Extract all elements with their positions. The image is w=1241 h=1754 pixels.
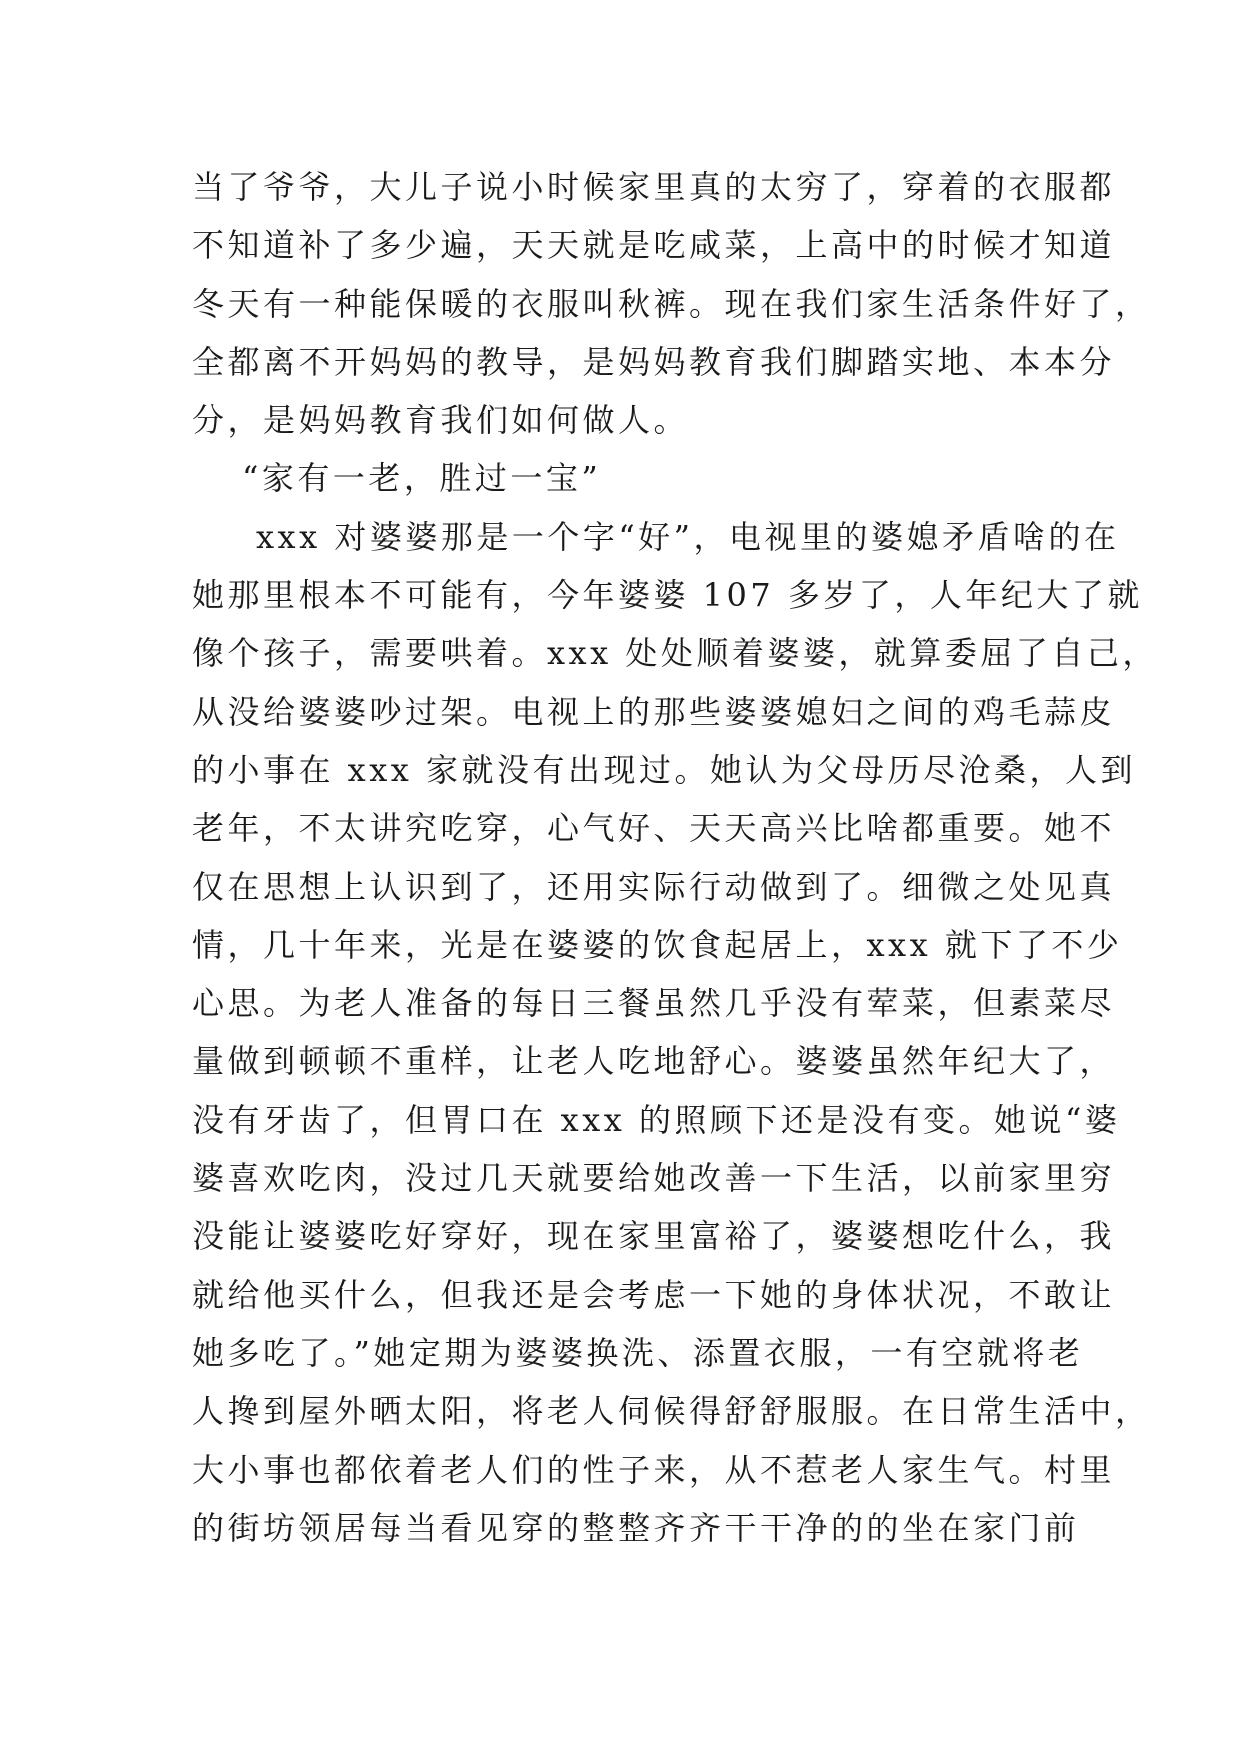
text-line: 冬天有一种能保暖的衣服叫秋裤。现在我们家生活条件好了，: [192, 284, 1151, 323]
text-line: 不知道补了多少遍，天天就是吃咸菜，上高中的时候才知道: [192, 226, 1116, 265]
text-line: 情，几十年来，光是在婆婆的饮食起居上，xxx 就下了不少: [192, 925, 1123, 964]
text-line: 仅在思想上认识到了，还用实际行动做到了。细微之处见真: [192, 867, 1116, 906]
text-line: 没能让婆婆吃好穿好，现在家里富裕了，婆婆想吃什么，我: [192, 1217, 1116, 1256]
text-line: 没有牙齿了，但胃口在 xxx 的照顾下还是没有变。她说“婆: [192, 1100, 1121, 1139]
text-line: 大小事也都依着老人们的性子来，从不惹老人家生气。村里: [192, 1450, 1116, 1489]
text-line: 的小事在 xxx 家就没有出现过。她认为父母历尽沧桑，人到: [192, 750, 1136, 789]
text-line: 心思。为老人准备的每日三餐虽然几乎没有荤菜，但素菜尽: [192, 984, 1116, 1023]
text-line: 老年，不太讲究吃穿，心气好、天天高兴比啥都重要。她不: [192, 809, 1116, 848]
text-line: 婆喜欢吃肉，没过几天就要给她改善一下生活，以前家里穷: [192, 1159, 1116, 1198]
text-line: 像个孩子，需要哄着。xxx 处处顺着婆婆，就算委屈了自己，: [192, 634, 1158, 673]
text-line: 她多吃了。”她定期为婆婆换洗、添置衣服，一有空就将老: [192, 1333, 1084, 1372]
text-line: 分，是妈妈教育我们如何做人。: [192, 401, 690, 440]
text-line: 从没给婆婆吵过架。电视上的那些婆婆媳妇之间的鸡毛蒜皮: [192, 692, 1116, 731]
paragraph-first-line: xxx 对婆婆那是一个字“好”，电视里的婆媳矛盾啥的在: [256, 517, 1120, 556]
text-line: 当了爷爷，大儿子说小时候家里真的太穷了，穿着的衣服都: [192, 168, 1116, 206]
text-line: 量做到顿顿不重样，让老人吃地舒心。婆婆虽然年纪大了，: [192, 1042, 1116, 1081]
text-line: 人搀到屋外晒太阳，将老人伺候得舒舒服服。在日常生活中，: [192, 1392, 1151, 1431]
text-line: 的街坊领居每当看见穿的整整齐齐干干净的的坐在家门前: [192, 1508, 1080, 1547]
section-heading: “家有一老，胜过一宝”: [242, 459, 602, 498]
text-line: 全都离不开妈妈的教导，是妈妈教育我们脚踏实地、本本分: [192, 342, 1116, 381]
text-line: 她那里根本不可能有，今年婆婆 107 多岁了，人年纪大了就: [192, 576, 1143, 615]
document-body: [192, 158, 1158, 1557]
text-line: 就给他买什么，但我还是会考虑一下她的身体状况，不敢让: [192, 1275, 1116, 1314]
